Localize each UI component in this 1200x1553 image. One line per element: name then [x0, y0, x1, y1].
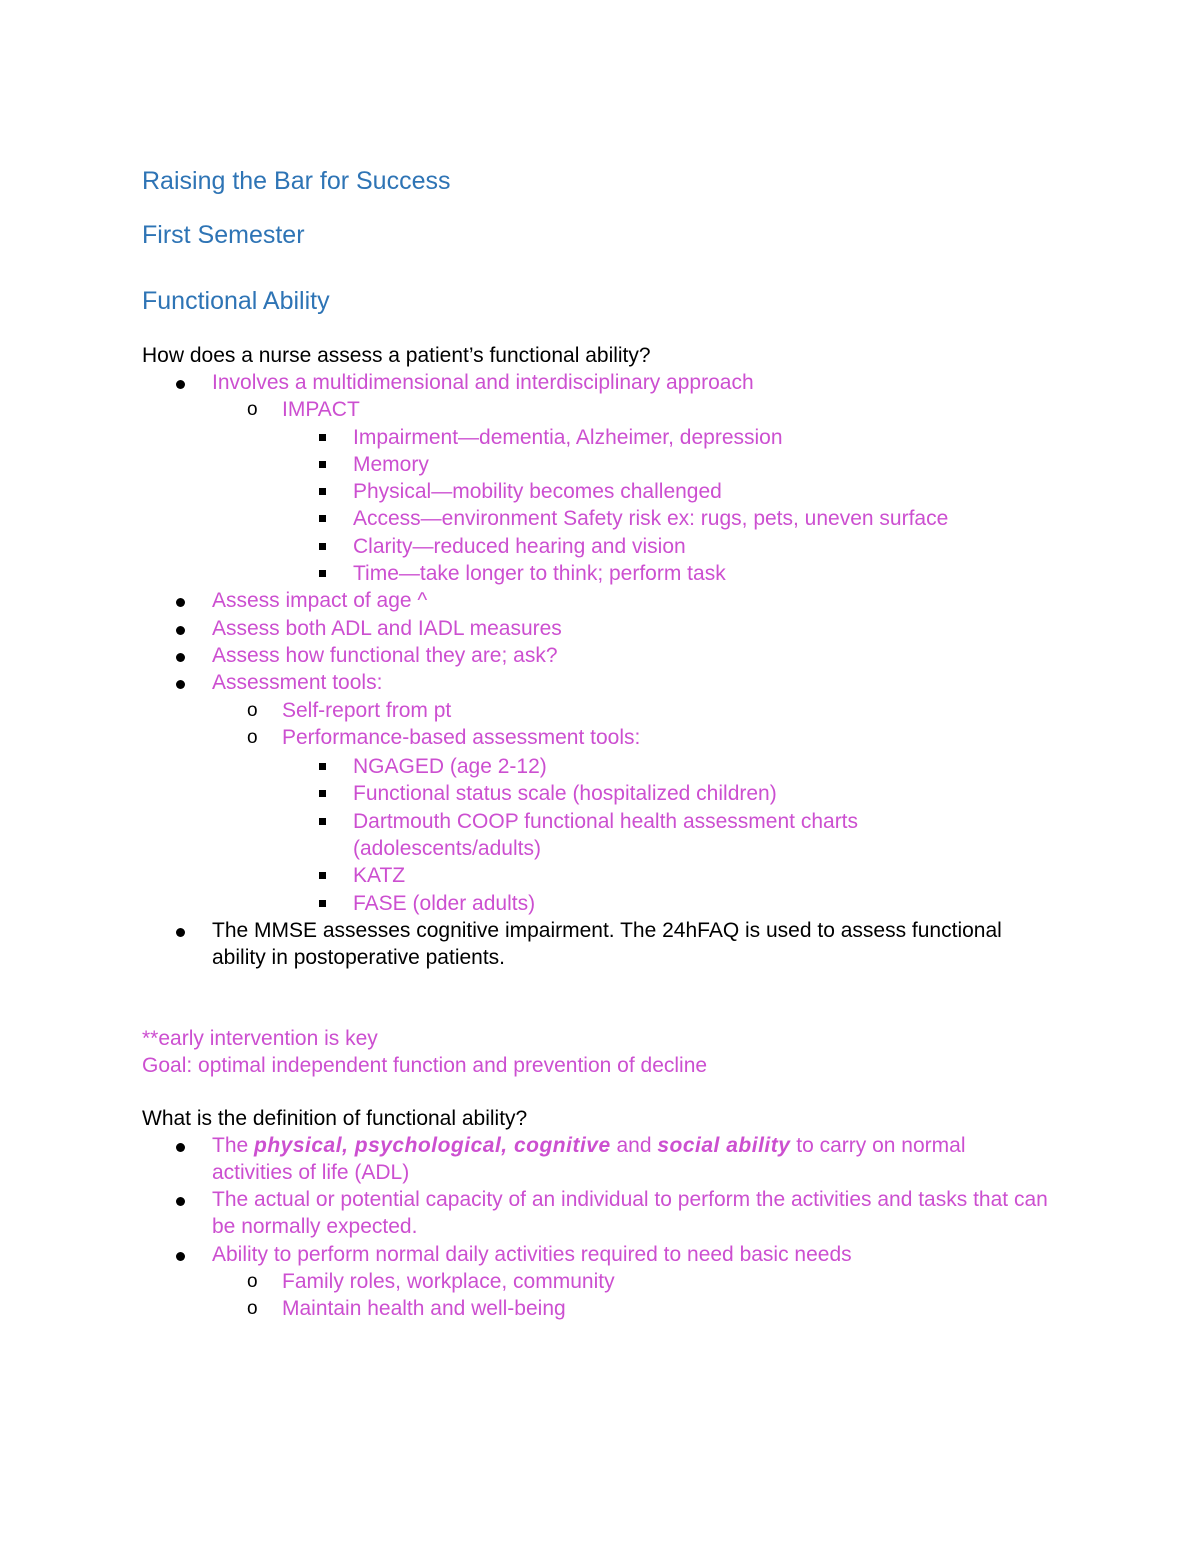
list-item-text: KATZ: [353, 864, 406, 888]
circle-marker: o: [247, 726, 258, 748]
list-item-text: Dartmouth COOP functional health assessment charts (adolescents/adults): [353, 809, 859, 861]
list-item-text: Family roles, workplace, community: [282, 1270, 615, 1294]
impact-group: [142, 396, 1082, 587]
impact-sublist: [212, 396, 1082, 587]
list-item: [142, 396, 1082, 423]
document-body: [142, 164, 1082, 1323]
def-connector: and: [610, 1133, 658, 1157]
def-emphasis-2: social ability: [657, 1133, 791, 1157]
bullet-marker: [176, 1252, 185, 1261]
definition-bullet-list: [142, 1132, 1082, 1323]
circle-marker: o: [247, 699, 258, 721]
document-subtitle: First Semester: [142, 221, 305, 249]
list-item-text: Physical—mobility becomes challenged: [353, 480, 722, 504]
list-item-text: Assessment tools:: [212, 671, 383, 695]
list-item-text: Ability to perform normal daily activities required to need basic needs: [212, 1242, 852, 1266]
list-item-text: Involves a multidimensional and interdisciplinary approach: [212, 371, 754, 394]
list-item-text: NGAGED (age 2-12): [353, 755, 547, 779]
square-marker: [319, 818, 326, 825]
square-marker: [319, 543, 326, 550]
bullet-marker: [176, 626, 185, 635]
early-intervention-note: **early intervention is key: [142, 1026, 378, 1050]
square-marker: [319, 488, 326, 495]
list-item: [142, 478, 1082, 505]
assess-bullet-list: [142, 369, 1082, 972]
bullet-marker: [176, 380, 185, 389]
list-item-text: Access—environment Safety risk ex: rugs, pets, uneven surface: [353, 507, 949, 531]
list-item: [142, 505, 1082, 532]
square-marker: [319, 515, 326, 522]
list-item: [142, 753, 1082, 780]
list-item: [142, 724, 1082, 751]
circle-marker: o: [247, 1271, 258, 1293]
circle-marker: o: [247, 399, 258, 421]
question-definition: What is the definition of functional ability?: [142, 1106, 528, 1130]
bullet-marker: [176, 598, 185, 607]
square-marker: [319, 900, 326, 907]
performance-tools-group: [142, 753, 1082, 917]
list-item-text: Clarity—reduced hearing and vision: [353, 534, 686, 558]
tools-sublist: [142, 697, 1082, 917]
square-marker: [319, 461, 326, 468]
list-item: [142, 890, 1082, 917]
bullet-marker: [176, 653, 185, 662]
list-item-text: The MMSE assesses cognitive impairment. The 24hFAQ is used to assess functional ability in postoperative patients.: [212, 918, 1002, 970]
list-item: [142, 1268, 1082, 1295]
def-prefix: The: [212, 1133, 255, 1157]
definition-subgroup: [142, 1268, 1082, 1323]
list-item: [142, 533, 1082, 560]
square-marker: [319, 763, 326, 770]
list-item-text: Maintain health and well-being: [282, 1297, 566, 1321]
list-item: [142, 1295, 1082, 1322]
tools-group: [142, 697, 1082, 917]
impact-items-group: [142, 424, 1082, 588]
document-title: Raising the Bar for Success: [142, 167, 451, 195]
list-item-text: Memory: [353, 452, 429, 476]
list-item: [142, 615, 1082, 642]
bullet-marker: [176, 1197, 185, 1206]
list-item: [142, 560, 1082, 587]
circle-marker: o: [247, 1298, 258, 1320]
list-item: [142, 369, 1082, 396]
definition-sublist: [142, 1268, 1082, 1323]
list-item-text: Self-report from pt: [282, 698, 452, 722]
list-item: [142, 587, 1082, 614]
list-item: [142, 917, 1082, 972]
list-item-text: Assess impact of age ^: [212, 589, 428, 613]
list-item: [142, 1186, 1082, 1241]
square-marker: [319, 790, 326, 797]
list-item: [142, 1241, 1082, 1268]
question-assess: How does a nurse assess a patient’s functional ability?: [142, 344, 651, 367]
list-item: [142, 780, 1082, 807]
list-item: [142, 697, 1082, 724]
list-item: [142, 808, 1082, 863]
list-item-text: FASE (older adults): [353, 891, 536, 915]
square-marker: [319, 434, 326, 441]
performance-tools-list: [142, 753, 1082, 917]
list-item-text: IMPACT: [282, 398, 360, 422]
list-item-text: Impairment—dementia, Alzheimer, depression: [353, 425, 783, 449]
bullet-marker: [176, 1143, 185, 1152]
list-item: [142, 1132, 1082, 1187]
list-item: [142, 451, 1082, 478]
list-item-text: Time—take longer to think; perform task: [353, 562, 726, 586]
list-item-text: The actual or potential capacity of an individual to perform the activities and tasks that can be normally expected.: [212, 1188, 1048, 1239]
def-emphasis-1: physical, psychological, cognitive: [254, 1133, 611, 1157]
definition-text: [212, 1134, 966, 1184]
square-marker: [319, 872, 326, 879]
def-suffix: to carry on normal activities of life (ADL): [212, 1133, 966, 1184]
list-item: [142, 642, 1082, 669]
section-heading: Functional Ability: [142, 287, 330, 315]
list-item: [142, 424, 1082, 451]
notes-block: [142, 1025, 1082, 1079]
list-item-text: Assess both ADL and IADL measures: [212, 616, 562, 640]
list-item: [142, 862, 1082, 889]
list-item: [142, 669, 1082, 696]
list-item-text: Functional status scale (hospitalized children): [353, 782, 777, 806]
list-item-text: Assess how functional they are; ask?: [212, 643, 558, 667]
bullet-marker: [176, 680, 185, 689]
goal-note: Goal: optimal independent function and prevention of decline: [142, 1053, 708, 1077]
bullet-marker: [176, 928, 185, 937]
square-marker: [319, 570, 326, 577]
list-item-text: Performance-based assessment tools:: [282, 725, 641, 749]
impact-items-list: [142, 424, 1082, 588]
